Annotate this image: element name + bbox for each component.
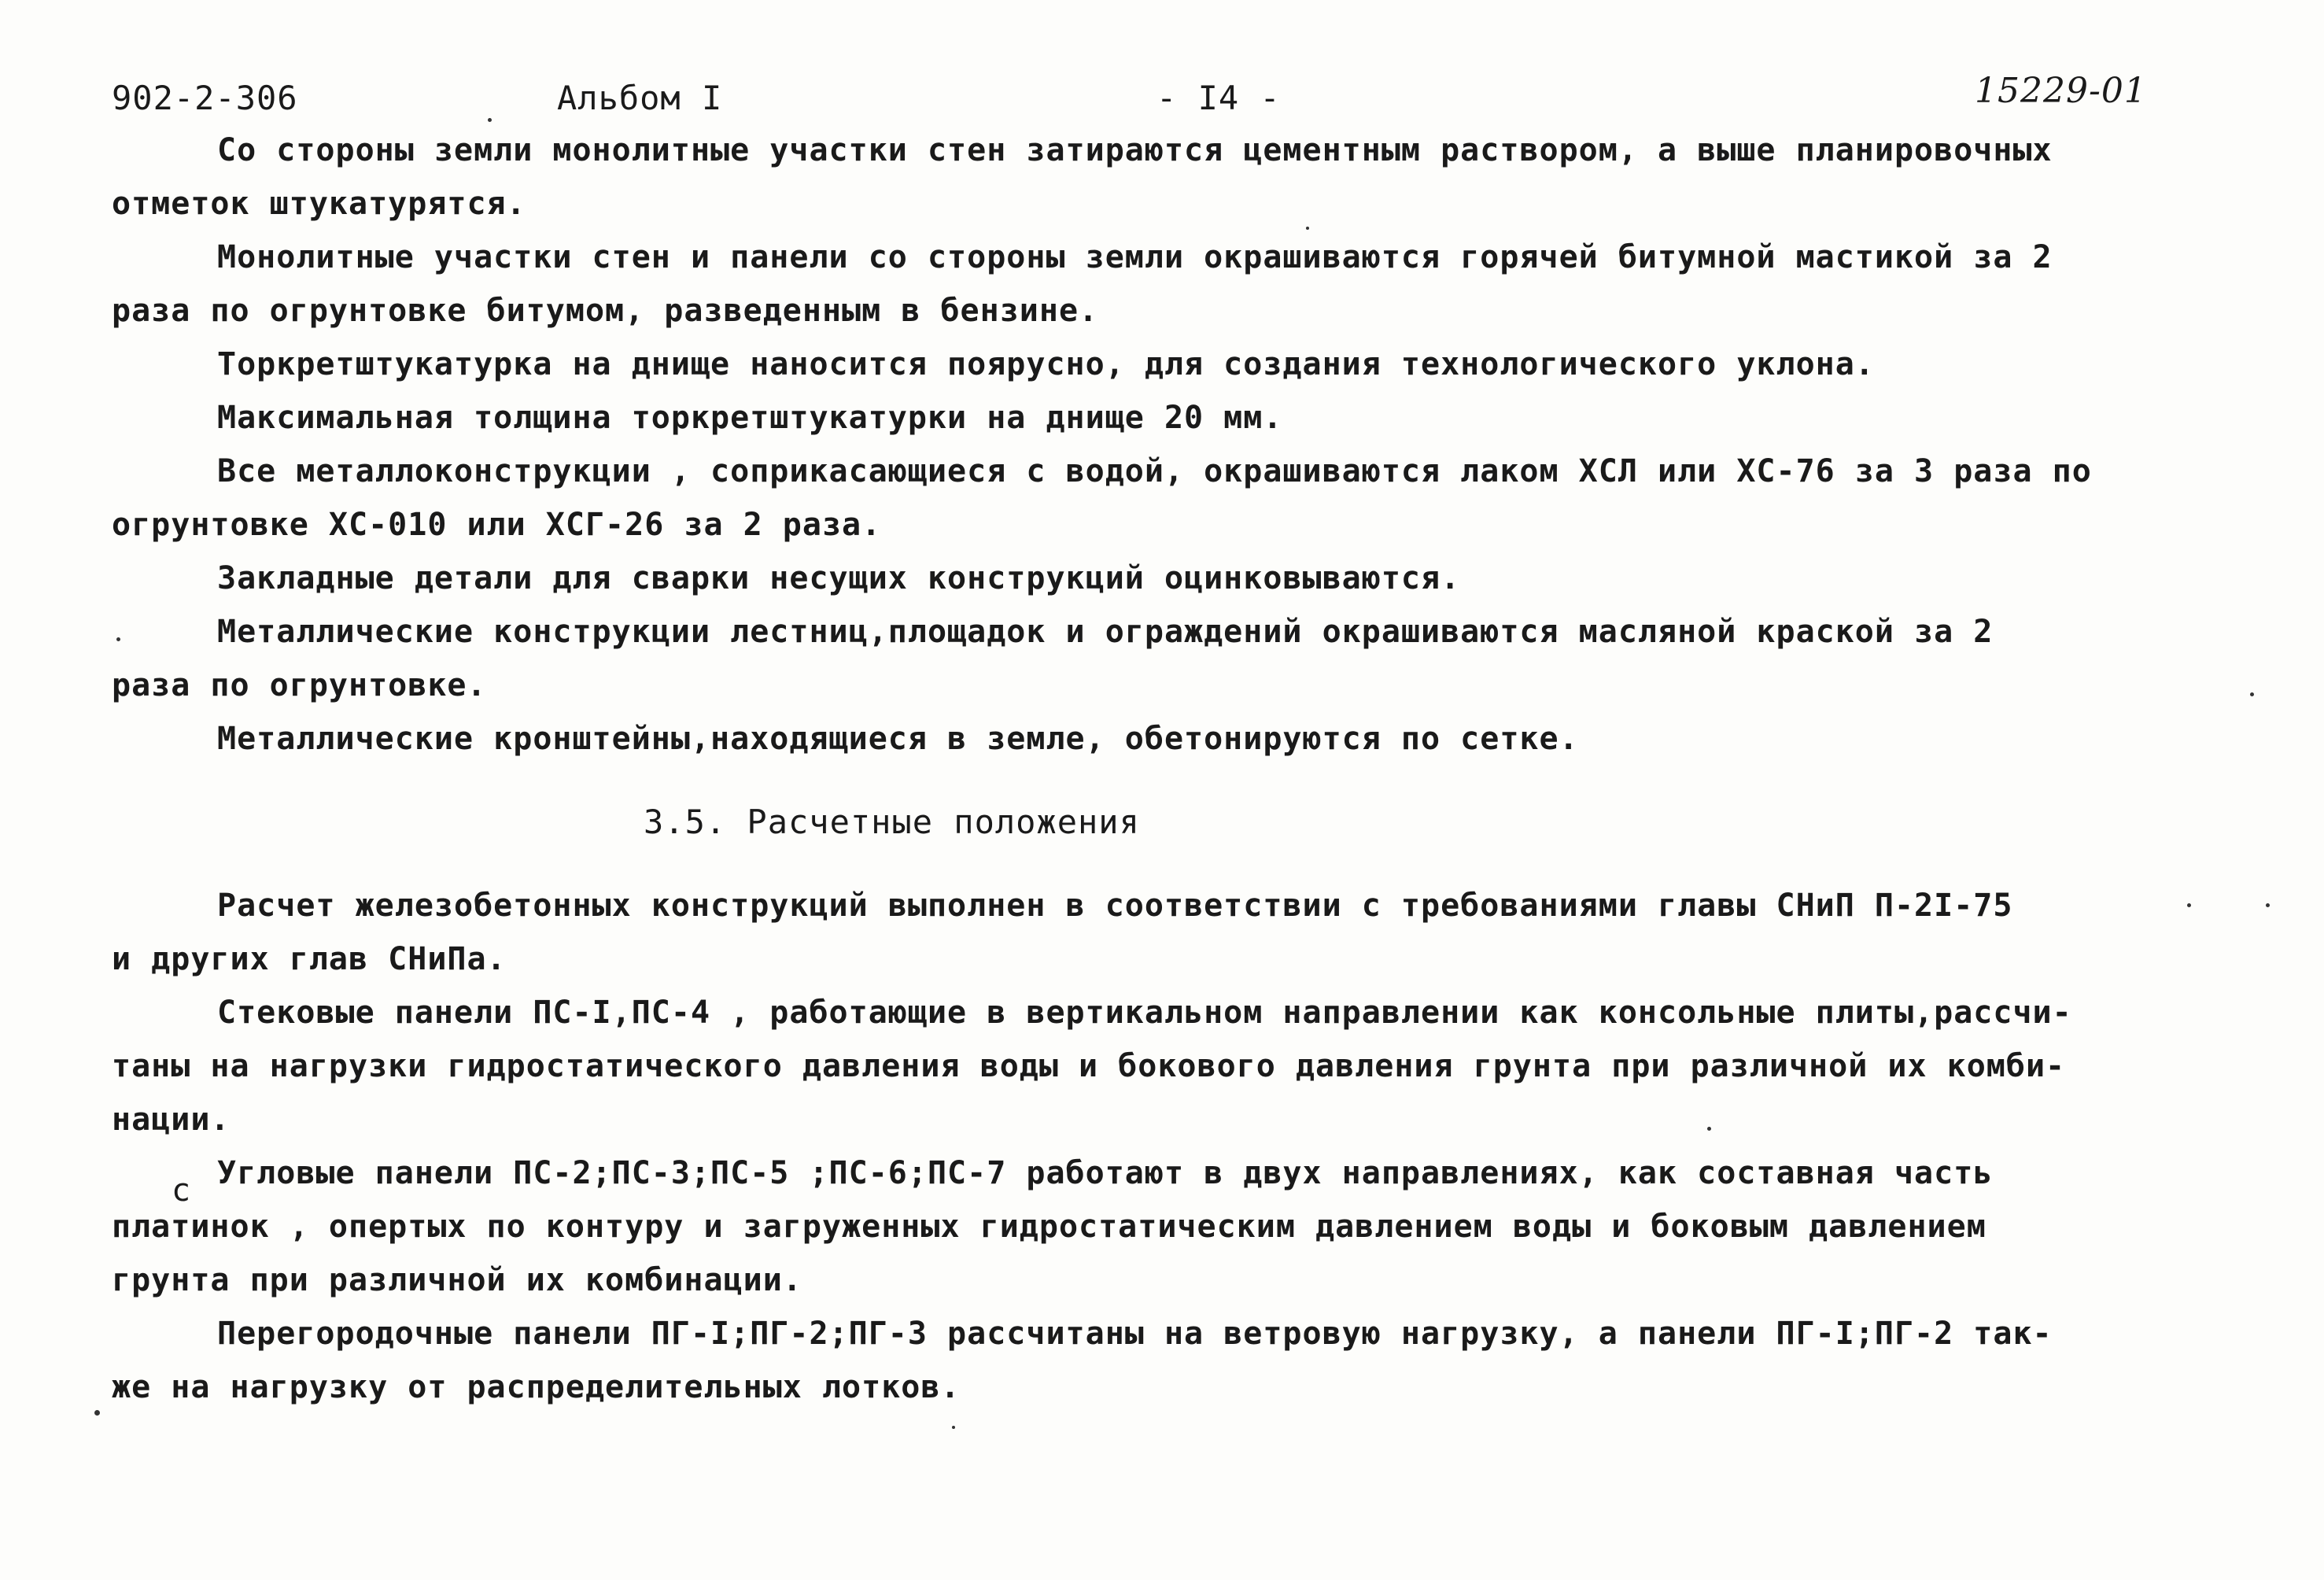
scan-speck (2250, 692, 2254, 696)
scan-speck (952, 1426, 955, 1429)
text-line: огрунтовке ХС-010 или ХСГ-26 за 2 раза. (112, 507, 882, 543)
document-code: 902-2-306 (112, 79, 298, 117)
text-line: раза по огрунтовке битумом, разведенным в бензине. (112, 293, 1099, 329)
text-line: Металлические конструкции лестниц,площадок и ограждений окрашиваются масляной краской за 2 (217, 614, 1994, 650)
text-line: раза по огрунтовке. (112, 667, 487, 703)
scan-speck (2266, 903, 2270, 907)
text-line: и других глав СНиПа. (112, 941, 507, 977)
text-line: таны на нагрузки гидростатического давления воды и бокового давления грунта при различной их комби- (112, 1048, 2066, 1084)
text-line: Максимальная толщина торкретштукатурки на днище 20 мм. (217, 400, 1283, 436)
text-line: Металлические кронштейны,находящиеся в земле, обетонируются по сетке. (217, 721, 1579, 757)
scan-speck (116, 637, 120, 641)
margin-mark: с (172, 1172, 192, 1209)
page-number: - I4 - (1156, 79, 1281, 117)
section-heading: 3.5. Расчетные положения (644, 803, 1140, 841)
scan-speck (488, 118, 492, 122)
text-line: Стековые панели ПС-I,ПС-4 , работающие в вертикальном направлении как консольные плиты,рассчи- (217, 995, 2072, 1031)
text-line: отметок штукатурятся. (112, 186, 526, 222)
text-line: нации. (112, 1102, 231, 1138)
text-line: Торкретштукатурка на днище наносится поярусно, для создания технологического уклона. (217, 346, 1875, 382)
handwritten-id: 15229-01 (1975, 71, 2147, 111)
album-label: Альбом I (557, 79, 723, 117)
scan-speck (94, 1410, 100, 1416)
text-line: Со стороны земли монолитные участки стен затираются цементным раствором, а выше планировочных (217, 132, 2053, 168)
scan-speck (2187, 903, 2191, 907)
text-line: Закладные детали для сварки несущих конструкций оцинковываются. (217, 560, 1461, 596)
text-line: платинок , опертых по контуру и загруженных гидростатическим давлением воды и боковым давлением (112, 1209, 1986, 1245)
text-line: же на нагрузку от распределительных лотков. (112, 1369, 961, 1405)
scan-speck (1707, 1127, 1711, 1131)
text-line: Перегородочные панели ПГ-I;ПГ-2;ПГ-3 рассчитаны на ветровую нагрузку, а панели ПГ-I;ПГ-2 так- (217, 1316, 2053, 1352)
text-line: Угловые панели ПС-2;ПС-3;ПС-5 ;ПС-6;ПС-7 работают в двух направлениях, как составная часть (217, 1155, 1994, 1191)
text-line: грунта при различной их комбинации. (112, 1262, 802, 1298)
text-line: Монолитные участки стен и панели со стороны земли окрашиваются горячей битумной мастикой за 2 (217, 239, 2053, 275)
scan-speck (1306, 227, 1309, 230)
text-line: Все металлоконструкции , соприкасающиеся с водой, окрашиваются лаком ХСЛ или ХС-76 за 3 раза по (217, 453, 2092, 489)
text-line: Расчет железобетонных конструкций выполнен в соответствии с требованиями главы СНиП П-2I-75 (217, 888, 2013, 924)
